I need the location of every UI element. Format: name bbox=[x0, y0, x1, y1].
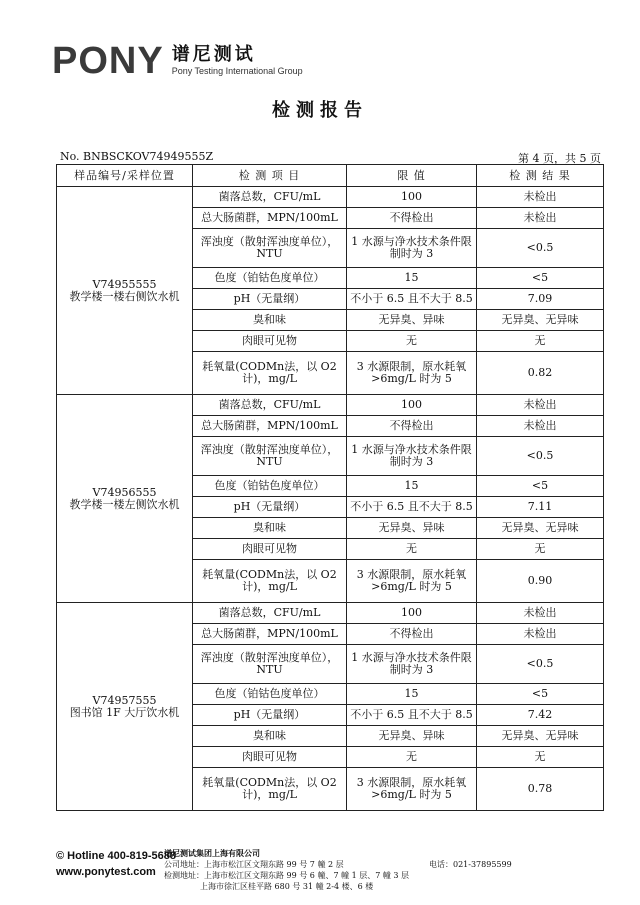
limit-value: 不得检出 bbox=[347, 208, 477, 229]
limit-value: 无异臭、异味 bbox=[347, 310, 477, 331]
test-item: 臭和味 bbox=[193, 518, 347, 539]
table-row bbox=[57, 395, 604, 416]
page-indicator: 第 4 页，共 5 页 bbox=[518, 152, 601, 165]
limit-value: 无 bbox=[347, 747, 477, 768]
footer-contact bbox=[56, 848, 176, 880]
website: www.ponytest.com bbox=[56, 866, 156, 878]
test-item: 总大肠菌群，MPN/100mL bbox=[193, 416, 347, 437]
header-limit: 限 值 bbox=[347, 165, 477, 187]
sample-location: 图书馆 1F 大厅饮水机 bbox=[69, 705, 180, 719]
sample-cell bbox=[57, 603, 193, 811]
test-item: 色度（铂钴色度单位） bbox=[193, 476, 347, 497]
test-result: 无 bbox=[477, 331, 604, 352]
report-title: 检测报告 bbox=[272, 100, 368, 121]
limit-value: 不得检出 bbox=[347, 416, 477, 437]
test-result: 无异臭、无异味 bbox=[477, 518, 604, 539]
test-result: <0.5 bbox=[477, 229, 604, 268]
test-item: 耗氧量(CODMn法，以 O2计)，mg/L bbox=[193, 352, 347, 395]
test-item: pH（无量纲） bbox=[193, 705, 347, 726]
test-item: 总大肠菌群，MPN/100mL bbox=[193, 208, 347, 229]
test-result: 0.82 bbox=[477, 352, 604, 395]
sample-id: V74955555 bbox=[92, 277, 157, 291]
test-result: <0.5 bbox=[477, 437, 604, 476]
sample-id: V74956555 bbox=[92, 485, 157, 499]
limit-value: 1 水源与净水技术条件限制时为 3 bbox=[347, 645, 477, 684]
test-item: 耗氧量(CODMn法，以 O2计)，mg/L bbox=[193, 768, 347, 811]
test-result: <0.5 bbox=[477, 645, 604, 684]
pony-logo-mark: PONY bbox=[52, 40, 164, 82]
footer-addresses bbox=[164, 848, 409, 892]
limit-value: 15 bbox=[347, 684, 477, 705]
test-item: 浑浊度（散射浑浊度单位），NTU bbox=[193, 645, 347, 684]
limit-value: 无 bbox=[347, 539, 477, 560]
limit-value: 1 水源与净水技术条件限制时为 3 bbox=[347, 437, 477, 476]
test-result: 7.09 bbox=[477, 289, 604, 310]
test-result: <5 bbox=[477, 476, 604, 497]
results-table bbox=[56, 164, 604, 811]
lab-address-1: 检测地址：上海市松江区文翔东路 99 号 6 幢、7 幢 1 层、7 幢 3 层 bbox=[164, 871, 410, 880]
limit-value: 不小于 6.5 且不大于 8.5 bbox=[347, 705, 477, 726]
test-item: 肉眼可见物 bbox=[193, 747, 347, 768]
table-header-row bbox=[57, 165, 604, 187]
test-item: pH（无量纲） bbox=[193, 289, 347, 310]
limit-value: 100 bbox=[347, 603, 477, 624]
company-address: 公司地址：上海市松江区文翔东路 99 号 7 幢 2 层 bbox=[164, 860, 344, 869]
header-sample: 样品编号/采样位置 bbox=[57, 165, 193, 187]
logo-text bbox=[172, 45, 303, 77]
limit-value: 1 水源与净水技术条件限制时为 3 bbox=[347, 229, 477, 268]
test-item: 浑浊度（散射浑浊度单位），NTU bbox=[193, 437, 347, 476]
test-result: 无异臭、无异味 bbox=[477, 726, 604, 747]
company-name: 谱尼测试集团上海有限公司 bbox=[164, 848, 260, 858]
test-result: 未检出 bbox=[477, 416, 604, 437]
test-item: 总大肠菌群，MPN/100mL bbox=[193, 624, 347, 645]
test-result: 无 bbox=[477, 747, 604, 768]
header-result: 检 测 结 果 bbox=[477, 165, 604, 187]
test-item: 肉眼可见物 bbox=[193, 331, 347, 352]
test-result: 无 bbox=[477, 539, 604, 560]
test-result: 未检出 bbox=[477, 624, 604, 645]
sample-id: V74957555 bbox=[92, 693, 157, 707]
test-result: 0.78 bbox=[477, 768, 604, 811]
hotline: © Hotline 400-819-5688 bbox=[56, 850, 177, 862]
limit-value: 不得检出 bbox=[347, 624, 477, 645]
footer-phone: 电话：021-37895599 bbox=[429, 860, 512, 869]
table-row bbox=[57, 187, 604, 208]
limit-value: 无异臭、异味 bbox=[347, 518, 477, 539]
limit-value: 3 水源限制，原水耗氧 >6mg/L 时为 5 bbox=[347, 560, 477, 603]
logo-english-name: Pony Testing International Group bbox=[171, 66, 303, 76]
sample-location: 教学楼一楼右侧饮水机 bbox=[69, 289, 180, 303]
lab-address-2: 上海市徐汇区桂平路 680 号 31 幢 2-4 楼、6 楼 bbox=[200, 882, 374, 891]
test-item: 肉眼可见物 bbox=[193, 539, 347, 560]
test-item: 菌落总数，CFU/mL bbox=[193, 395, 347, 416]
test-item: 耗氧量(CODMn法，以 O2计)，mg/L bbox=[193, 560, 347, 603]
limit-value: 不小于 6.5 且不大于 8.5 bbox=[347, 289, 477, 310]
test-result: 未检出 bbox=[477, 187, 604, 208]
test-result: <5 bbox=[477, 268, 604, 289]
report-number: No. BNBSCKOV74949555Z bbox=[60, 150, 214, 163]
test-result: 未检出 bbox=[477, 603, 604, 624]
table-row bbox=[57, 603, 604, 624]
test-result: 未检出 bbox=[477, 208, 604, 229]
limit-value: 不小于 6.5 且不大于 8.5 bbox=[347, 497, 477, 518]
logo-chinese-name: 谱尼测试 bbox=[171, 44, 256, 65]
sample-cell bbox=[57, 395, 193, 603]
sample-location: 教学楼一楼左侧饮水机 bbox=[69, 497, 180, 511]
company-logo bbox=[52, 42, 303, 80]
limit-value: 100 bbox=[347, 395, 477, 416]
test-result: 无异臭、无异味 bbox=[477, 310, 604, 331]
test-item: 色度（铂钴色度单位） bbox=[193, 684, 347, 705]
test-result: <5 bbox=[477, 684, 604, 705]
limit-value: 15 bbox=[347, 476, 477, 497]
test-result: 7.11 bbox=[477, 497, 604, 518]
limit-value: 无 bbox=[347, 331, 477, 352]
test-item: 色度（铂钴色度单位） bbox=[193, 268, 347, 289]
limit-value: 3 水源限制，原水耗氧 >6mg/L 时为 5 bbox=[347, 768, 477, 811]
test-item: pH（无量纲） bbox=[193, 497, 347, 518]
test-result: 7.42 bbox=[477, 705, 604, 726]
test-result: 未检出 bbox=[477, 395, 604, 416]
test-item: 菌落总数，CFU/mL bbox=[193, 603, 347, 624]
limit-value: 100 bbox=[347, 187, 477, 208]
header-item: 检 测 项 目 bbox=[193, 165, 347, 187]
limit-value: 15 bbox=[347, 268, 477, 289]
limit-value: 无异臭、异味 bbox=[347, 726, 477, 747]
limit-value: 3 水源限制，原水耗氧 >6mg/L 时为 5 bbox=[347, 352, 477, 395]
sample-cell bbox=[57, 187, 193, 395]
test-item: 臭和味 bbox=[193, 310, 347, 331]
test-result: 0.90 bbox=[477, 560, 604, 603]
test-item: 浑浊度（散射浑浊度单位），NTU bbox=[193, 229, 347, 268]
test-item: 菌落总数，CFU/mL bbox=[193, 187, 347, 208]
test-item: 臭和味 bbox=[193, 726, 347, 747]
